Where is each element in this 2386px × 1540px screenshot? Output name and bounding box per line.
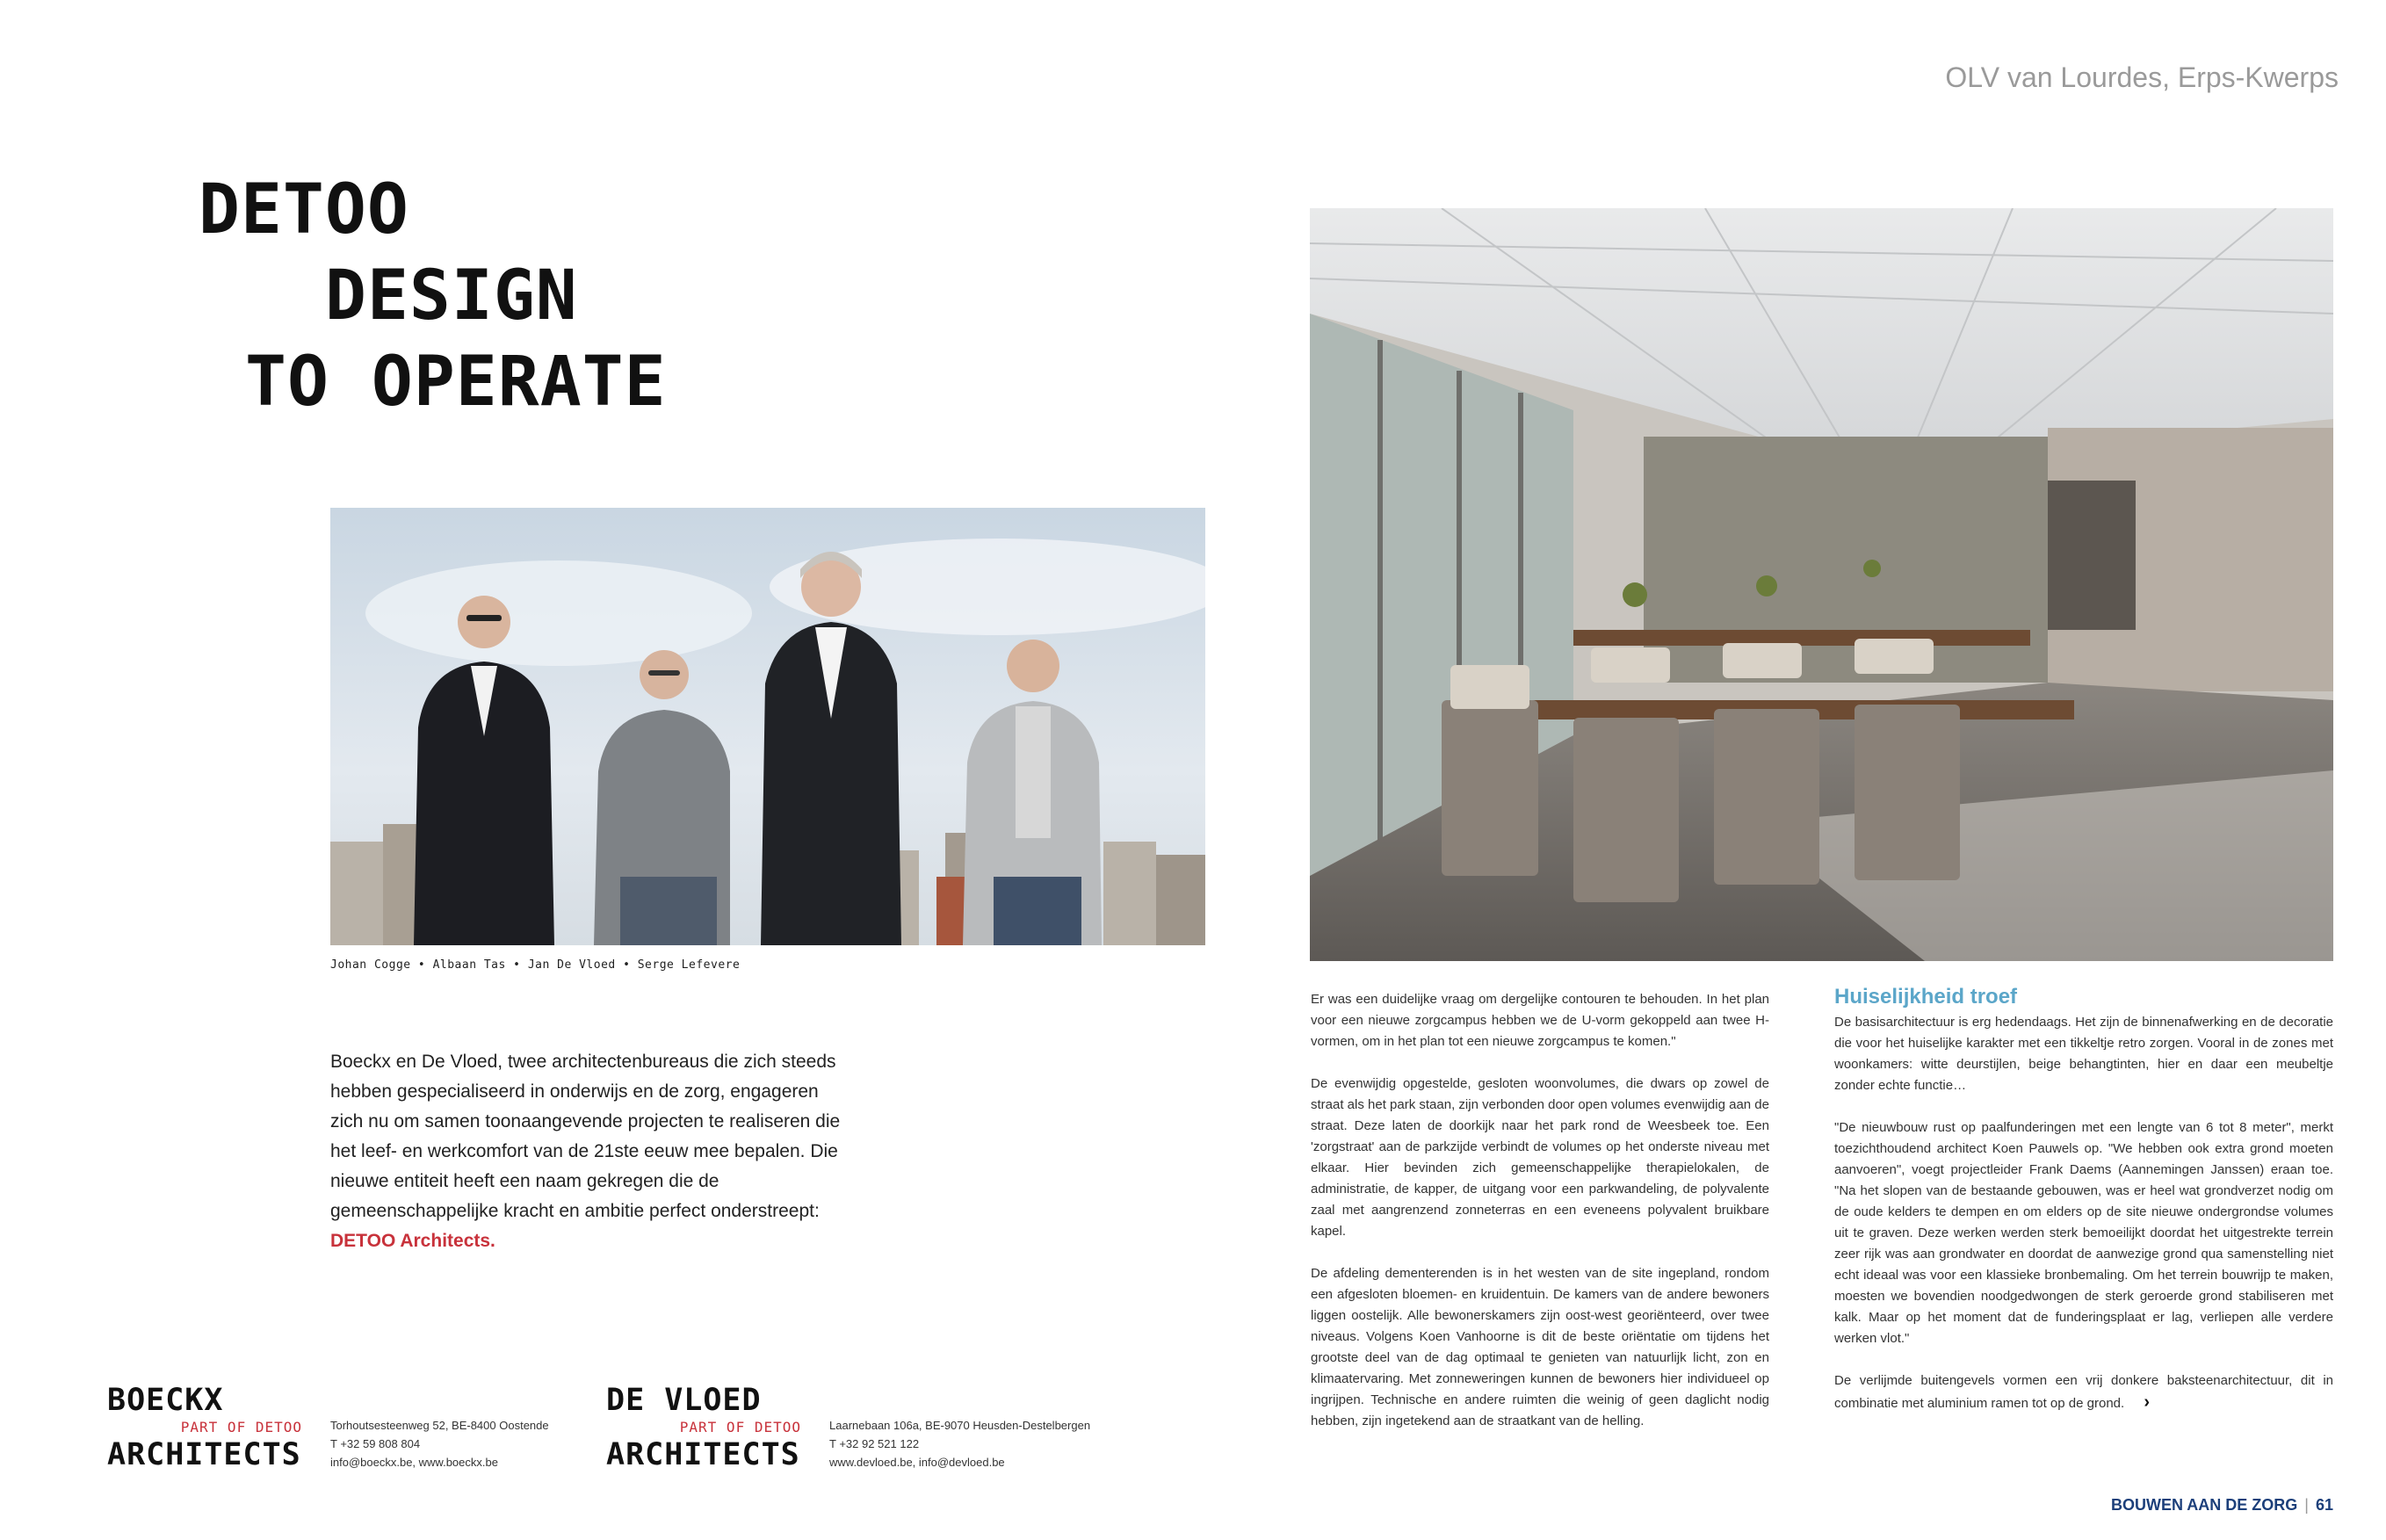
article-column-1: [1311, 989, 1769, 1453]
boeckx-web: info@boeckx.be, www.boeckx.be: [330, 1456, 498, 1469]
devloed-logo-line-2: PART OF DETOO: [679, 1419, 801, 1435]
photo-caption: Johan Cogge • Albaan Tas • Jan De Vloed • Serge Lefevere: [330, 958, 741, 972]
devloed-logo-line-1: DE VLOED: [606, 1383, 762, 1418]
subheading: Huiselijkheid troef: [1834, 985, 2018, 1009]
running-head: OLV van Lourdes, Erps-Kwerps: [1945, 61, 2339, 93]
headline-line-3: TO OPERATE: [245, 343, 667, 422]
boeckx-logo-line-3: ARCHITECTS: [107, 1437, 301, 1472]
devloed-web: www.devloed.be, info@devloed.be: [829, 1456, 1005, 1469]
intro-paragraph: [330, 1047, 845, 1256]
page-footer: [2111, 1496, 2333, 1515]
col2-paragraph-1: De basisarchitectuur is erg hedendaags. Het zijn de binnenafwerking en de decoratie die voor het huiselijke karakter met een tikkeltje retro zorgen. Vooral in de zones met woonkamers: witte deurstijlen, beige behangtinten, hier en daar een meubeltje zonder echte functie…: [1834, 1015, 2333, 1093]
interior-photo: [1310, 208, 2333, 961]
headline: [199, 167, 667, 425]
intro-text: Boeckx en De Vloed, twee architectenbureaus die zich steeds hebben gespecialiseerd in onderwijs en de zorg, engageren zich nu om samen toonaangevende projecten te realiseren die het leef- en werkcomfort van de 21ste eeuw mee bepalen. Die nieuwe entiteit heeft een naam gekregen die de gemeenschappelijke kracht en ambitie perfect onderstreept:: [330, 1052, 841, 1221]
headline-line-1: DETOO: [199, 170, 409, 249]
boeckx-logo: [107, 1383, 302, 1472]
devloed-address: Laarnebaan 106a, BE-9070 Heusden-Destelbergen: [829, 1419, 1091, 1432]
boeckx-logo-line-1: BOECKX: [107, 1383, 224, 1418]
col1-paragraph-1: Er was een duidelijke vraag om dergelijke contouren te behouden. In het plan voor een nieuwe zorgcampus hebben we de U-vorm gekoppeld aan twee H-vormen, om in het plan tot een nieuwe zorgcampus te komen.": [1311, 992, 1769, 1049]
page-number: 61: [2315, 1496, 2333, 1514]
col2-paragraph-3: [1834, 1370, 2333, 1414]
devloed-logo: [606, 1383, 801, 1472]
col2-paragraph-3-text: De verlijmde buitengevels vormen een vrij donkere baksteenarchitectuur, dit in combinatie met aluminium ramen tot op de grond.: [1834, 1373, 2333, 1411]
devloed-phone: T +32 92 521 122: [829, 1437, 920, 1450]
boeckx-logo-line-2: PART OF DETOO: [180, 1419, 302, 1435]
continue-arrow-icon: ›: [2144, 1392, 2151, 1412]
boeckx-address: Torhoutsesteenweg 52, BE-8400 Oostende: [330, 1419, 549, 1432]
intro-highlight: DETOO Architects.: [330, 1231, 495, 1251]
headline-line-2: DESIGN: [325, 257, 578, 336]
boeckx-contact: [330, 1416, 549, 1471]
article-column-2: [1834, 984, 2333, 1435]
col2-paragraph-2: "De nieuwbouw rust op paalfunderingen met een lengte van 6 tot 8 meter", merkt toezichthoudend architect Koen Pauwels op. "We hebben ook extra grond moeten aanvoeren", voegt projectleider Frank Daems (Aannemingen Janssen) eraan toe. "Na het slopen van de bestaande gebouwen, was er heel wat grondverzet nodig om de oude kelders te dempen en om elders op de site nieuwe ondergrondse volumes uit te graven. Deze werken werden sterk bemoeilijkt doordat het uitgestrekte terrein zeer rijk was aan grondwater en doordat de aanwezige grond qua samenstelling niet echt ideaal was voor een klassieke bronbemaling. Om het terrein bouwrijp te maken, moesten we bovendien noodgedwongen de sterk geroerde grond stabiliseren met kalk. Maar op het moment dat de funderingsplaat er lag, verliepen alle verdere werken vlot.": [1834, 1120, 2333, 1346]
devloed-contact: [829, 1416, 1090, 1471]
devloed-logo-line-3: ARCHITECTS: [606, 1437, 800, 1472]
footer-separator: |: [2304, 1496, 2309, 1514]
col1-paragraph-2: De evenwijdig opgestelde, gesloten woonvolumes, die dwars op zowel de straat als het park staan, zijn verbonden door open volumes evenwijdig aan de straat. Deze laten de doorkijk naar het park rond de Weesbeek toe. Een 'zorgstraat' aan de parkzijde verbindt de volumes op het onderste niveau met elkaar. Hier bevinden zich gemeenschappelijke therapielokalen, de administratie, de kapper, de uitgang voor een parkwandeling, de polyvalente zaal met aangrenzend zonneterras en een eveneens polyvalent bruikbare kapel.: [1311, 1076, 1769, 1239]
magazine-name: BOUWEN AAN DE ZORG: [2110, 1496, 2298, 1514]
team-photo: [330, 508, 1205, 945]
boeckx-phone: T +32 59 808 804: [330, 1437, 421, 1450]
col1-paragraph-3: De afdeling dementerenden is in het westen van de site ingepland, rondom een afgesloten bloemen- en kruidentuin. De kamers van de andere bewoners liggen oostelijk. Alle bewonerskamers zijn oost-west georiënteerd, over twee niveaus. Volgens Koen Vanhoorne is dit de beste oriëntatie om tijdens het grootste deel van de dag optimaal te genieten van natuurlijk licht, zon en klimaatervaring. Met zonneweringen kunnen de bewoners hier individueel op ingrijpen. Technische en andere ruimten die weinig of geen daglicht nodig hebben, zijn ingetekend aan de straatkant van de helling.: [1311, 1266, 1769, 1428]
